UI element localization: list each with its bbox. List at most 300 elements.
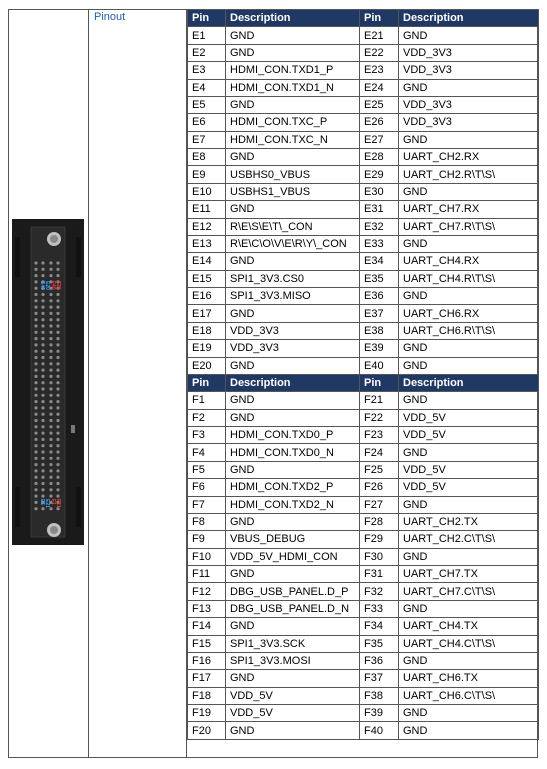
pin-cell: E20 (188, 357, 226, 374)
description-cell: GND (226, 566, 360, 583)
connector-pin-dot (41, 381, 44, 384)
connector-pin-dot (49, 337, 52, 340)
pin-cell: E29 (360, 166, 399, 183)
pin-cell: E3 (188, 62, 226, 79)
table-row (188, 322, 539, 339)
connector-pin-dot (41, 274, 44, 277)
pin-cell: E32 (360, 218, 399, 235)
description-cell: DBG_USB_PANEL.D_P (226, 583, 360, 600)
connector-pin-dot (34, 306, 37, 309)
connector-mark-e21: E21 (44, 499, 50, 508)
connector-pin-dot (34, 261, 37, 264)
connector-pin-dot (41, 293, 44, 296)
connector-pin-dot (41, 406, 44, 409)
description-cell: VBUS_DEBUG (226, 531, 360, 548)
description-cell: GND (399, 392, 539, 409)
description-cell: GND (399, 340, 539, 357)
pin-cell: E26 (360, 114, 399, 131)
connector-pin-dot (56, 394, 59, 397)
connector-pin-dot (49, 375, 52, 378)
connector-pin-dot (34, 356, 37, 359)
connector-pin-dot (56, 299, 59, 302)
pin-cell: E33 (360, 235, 399, 252)
connector-image-cell (8, 9, 89, 758)
pin-cell: F31 (360, 566, 399, 583)
connector-pin-dot (41, 400, 44, 403)
pin-cell: E9 (188, 166, 226, 183)
connector-pin-dot (41, 444, 44, 447)
connector-pin-dot (41, 318, 44, 321)
connector-pin-dot (49, 432, 52, 435)
connector-pin-dot (49, 444, 52, 447)
table-row (188, 496, 539, 513)
connector-pin-dot (34, 406, 37, 409)
pin-cell: F17 (188, 670, 226, 687)
pin-cell: F8 (188, 513, 226, 530)
description-cell: UART_CH6.RX (399, 305, 539, 322)
description-cell: VDD_5V (399, 409, 539, 426)
table-row (188, 218, 539, 235)
connector-pin-dot (41, 268, 44, 271)
description-cell: UART_CH4.R\T\S\ (399, 270, 539, 287)
connector-pin-dot (34, 438, 37, 441)
description-cell: VDD_5V (399, 479, 539, 496)
pin-header-cell: Pin (360, 374, 399, 391)
table-row (188, 705, 539, 722)
pin-cell: F37 (360, 670, 399, 687)
pinout-table-body (188, 10, 539, 740)
connector-pin-dot (56, 356, 59, 359)
pin-cell: F16 (188, 652, 226, 669)
description-cell: UART_CH2.TX (399, 513, 539, 530)
pin-cell: E15 (188, 270, 226, 287)
table-row (188, 27, 539, 44)
connector-pin-dot (49, 362, 52, 365)
connector-pin-dot (41, 337, 44, 340)
description-cell: VDD_5V (226, 687, 360, 704)
description-header-cell: Description (226, 374, 360, 391)
table-row (188, 235, 539, 252)
table-row (188, 270, 539, 287)
table-row (188, 600, 539, 617)
connector-pin-dot (34, 280, 37, 283)
pin-cell: E31 (360, 201, 399, 218)
description-cell: UART_CH7.TX (399, 566, 539, 583)
pin-cell: F11 (188, 566, 226, 583)
table-row (188, 44, 539, 61)
description-header-cell: Description (399, 374, 539, 391)
connector-pin-dot (56, 419, 59, 422)
connector-pin-dot (41, 476, 44, 479)
table-row (188, 722, 539, 739)
connector-pin-dot (34, 350, 37, 353)
pin-header-cell: Pin (188, 374, 226, 391)
connector-pin-dot (41, 457, 44, 460)
connector-mark-f40: F40 (50, 281, 56, 290)
table-row (188, 427, 539, 444)
connector-pin-dot (49, 495, 52, 498)
connector-pin-dot (49, 350, 52, 353)
pin-cell: E30 (360, 183, 399, 200)
description-cell: GND (226, 305, 360, 322)
connector-pin-dot (49, 381, 52, 384)
pin-cell: E39 (360, 340, 399, 357)
connector-pin-dot (34, 375, 37, 378)
connector-mark-e20: E20 (44, 281, 50, 290)
pin-cell: E38 (360, 322, 399, 339)
connector-pin-dot (49, 413, 52, 416)
connector-pin-dot (34, 394, 37, 397)
connector-pin-dot (56, 444, 59, 447)
connector-pin-dot (56, 337, 59, 340)
connector-pin-dot (41, 463, 44, 466)
connector-pin-dot (41, 438, 44, 441)
pin-cell: E13 (188, 235, 226, 252)
connector-pin-dot (34, 432, 37, 435)
table-row (188, 531, 539, 548)
pinout-table (187, 9, 539, 740)
connector-pin-dot (34, 488, 37, 491)
description-cell: UART_CH7.R\T\S\ (399, 218, 539, 235)
connector-pin-dot (49, 463, 52, 466)
pin-cell: F22 (360, 409, 399, 426)
description-cell: GND (226, 409, 360, 426)
pin-cell: F26 (360, 479, 399, 496)
table-row (188, 479, 539, 496)
connector-pin-dot (56, 293, 59, 296)
connector-pin-dot (34, 287, 37, 290)
connector-pin-dot (41, 261, 44, 264)
pin-cell: E24 (360, 79, 399, 96)
connector-pin-dot (56, 413, 59, 416)
connector-pin-dot (49, 261, 52, 264)
connector-pin-dot (56, 381, 59, 384)
connector-pin-dot (34, 293, 37, 296)
description-cell: HDMI_CON.TXD0_P (226, 427, 360, 444)
description-cell: UART_CH2.R\T\S\ (399, 166, 539, 183)
description-cell: VDD_3V3 (399, 62, 539, 79)
connector-pin-dot (41, 450, 44, 453)
connector-pin-dot (56, 438, 59, 441)
pin-cell: E7 (188, 131, 226, 148)
connector-pin-dot (56, 495, 59, 498)
connector-pin-dot (56, 312, 59, 315)
pin-cell: F14 (188, 618, 226, 635)
pin-cell: E10 (188, 183, 226, 200)
connector-pin-dot (41, 419, 44, 422)
description-cell: USBHS0_VBUS (226, 166, 360, 183)
description-cell: GND (226, 27, 360, 44)
connector-pin-dot (49, 293, 52, 296)
table-row (188, 566, 539, 583)
table-row (188, 687, 539, 704)
description-cell: GND (226, 201, 360, 218)
connector-pin-dot (34, 268, 37, 271)
pin-cell: F21 (360, 392, 399, 409)
connector-pin-dot (34, 469, 37, 472)
pin-cell: E14 (188, 253, 226, 270)
table-row (188, 149, 539, 166)
table-row (188, 392, 539, 409)
table-row (188, 513, 539, 530)
connector-pin-dot (41, 324, 44, 327)
connector-mark-e1: E1 (39, 499, 45, 506)
connector-pin-dot (49, 469, 52, 472)
pin-cell: F7 (188, 496, 226, 513)
description-header-cell: Description (399, 10, 539, 27)
description-cell: GND (399, 548, 539, 565)
connector-pin-dot (41, 413, 44, 416)
pin-cell: F19 (188, 705, 226, 722)
description-cell: UART_CH2.C\T\S\ (399, 531, 539, 548)
connector-pin-dot (34, 312, 37, 315)
connector-pin-dot (56, 268, 59, 271)
connector-pin-dot (41, 362, 44, 365)
pin-cell: F33 (360, 600, 399, 617)
table-row (188, 444, 539, 461)
connector-pin-dot (34, 457, 37, 460)
connector-pin-dot (34, 495, 37, 498)
connector-pin-dot (56, 387, 59, 390)
description-cell: GND (226, 44, 360, 61)
description-cell: UART_CH4.TX (399, 618, 539, 635)
pin-cell: E6 (188, 114, 226, 131)
connector-pin-dot (34, 362, 37, 365)
connector-pin-dot (34, 381, 37, 384)
description-cell: GND (226, 253, 360, 270)
description-cell: GND (399, 27, 539, 44)
connector-pin-dot (49, 488, 52, 491)
connector-pin-dot (56, 457, 59, 460)
connector-pin-dot (56, 482, 59, 485)
connector-pin-dot (56, 331, 59, 334)
connector-pin-dot (34, 501, 37, 504)
connector-pin-dot (56, 274, 59, 277)
description-cell: GND (399, 235, 539, 252)
pin-cell: F27 (360, 496, 399, 513)
connector-pin-dot (56, 450, 59, 453)
connector-pin-dot (49, 343, 52, 346)
connector-pin-dot (41, 369, 44, 372)
description-cell: GND (226, 618, 360, 635)
pin-header-cell: Pin (188, 10, 226, 27)
description-cell: VDD_5V (399, 461, 539, 478)
pin-cell: F12 (188, 583, 226, 600)
pin-cell: E35 (360, 270, 399, 287)
connector-pin-dot (34, 331, 37, 334)
connector-mark-f1: F1 (50, 499, 56, 505)
connector-pin-dot (34, 318, 37, 321)
description-cell: VDD_3V3 (399, 44, 539, 61)
pin-cell: E27 (360, 131, 399, 148)
table-row (188, 131, 539, 148)
connector-pin-dot (56, 406, 59, 409)
description-cell: GND (226, 96, 360, 113)
connector-pin-dot (49, 324, 52, 327)
connector-pin-dot (56, 343, 59, 346)
connector-mark-f21: F21 (55, 499, 61, 508)
connector-pin-dot (56, 362, 59, 365)
connector-pin-dot (34, 463, 37, 466)
connector-pin-dot (49, 369, 52, 372)
pin-cell: F25 (360, 461, 399, 478)
connector-pin-dot (34, 425, 37, 428)
connector-pin-dot (56, 369, 59, 372)
pin-cell: E4 (188, 79, 226, 96)
pin-cell: F10 (188, 548, 226, 565)
connector-pin-dot (41, 306, 44, 309)
description-cell: VDD_5V (226, 705, 360, 722)
connector-pin-dot (41, 343, 44, 346)
pin-cell: E5 (188, 96, 226, 113)
connector-pin-dot (34, 369, 37, 372)
pin-cell: E36 (360, 288, 399, 305)
table-row (188, 166, 539, 183)
description-cell: UART_CH6.R\T\S\ (399, 322, 539, 339)
pin-cell: F38 (360, 687, 399, 704)
description-cell: HDMI_CON.TXC_P (226, 114, 360, 131)
pin-cell: E28 (360, 149, 399, 166)
description-cell: UART_CH4.RX (399, 253, 539, 270)
description-cell: SPI1_3V3.MISO (226, 288, 360, 305)
connector-pin-dot (49, 419, 52, 422)
pin-header-cell: Pin (360, 10, 399, 27)
connector-pin-dot (49, 299, 52, 302)
pin-cell: F34 (360, 618, 399, 635)
connector-pin-dot (41, 312, 44, 315)
description-cell: GND (226, 357, 360, 374)
description-cell: HDMI_CON.TXC_N (226, 131, 360, 148)
connector-pin-dot (49, 425, 52, 428)
description-cell: GND (399, 705, 539, 722)
description-cell: GND (399, 444, 539, 461)
connector-mark-f20: F20 (55, 281, 61, 290)
table-header-row (188, 10, 539, 27)
connector-pin-dot (34, 444, 37, 447)
description-cell: GND (399, 357, 539, 374)
description-header-cell: Description (226, 10, 360, 27)
connector-pin-dot (34, 343, 37, 346)
pin-cell: F29 (360, 531, 399, 548)
connector-pin-dot (41, 425, 44, 428)
pin-cell: E34 (360, 253, 399, 270)
pin-cell: F18 (188, 687, 226, 704)
pin-cell: E17 (188, 305, 226, 322)
table-row (188, 461, 539, 478)
connector-pin-dot (56, 261, 59, 264)
table-row (188, 583, 539, 600)
pin-cell: E2 (188, 44, 226, 61)
connector-pin-dot (41, 495, 44, 498)
table-row (188, 183, 539, 200)
pin-cell: F39 (360, 705, 399, 722)
pin-cell: F2 (188, 409, 226, 426)
table-row (188, 340, 539, 357)
connector-pin-dot (56, 425, 59, 428)
description-cell: GND (399, 652, 539, 669)
connector-photo-icon (12, 219, 84, 545)
description-cell: VDD_3V3 (226, 340, 360, 357)
description-cell: GND (226, 392, 360, 409)
pin-cell: F28 (360, 513, 399, 530)
pin-cell: E21 (360, 27, 399, 44)
pin-cell: F24 (360, 444, 399, 461)
connector-pin-dot (41, 432, 44, 435)
description-cell: R\E\S\E\T\_CON (226, 218, 360, 235)
connector-pin-dot (49, 274, 52, 277)
description-cell: HDMI_CON.TXD1_P (226, 62, 360, 79)
connector-pin-dot (56, 375, 59, 378)
pin-cell: F9 (188, 531, 226, 548)
connector-mark-e40: E40 (39, 281, 45, 290)
connector-pin-dot (49, 457, 52, 460)
connector-pin-dot (41, 375, 44, 378)
table-row (188, 201, 539, 218)
pin-cell: E8 (188, 149, 226, 166)
connector-pin-dot (56, 350, 59, 353)
pinout-label-cell (89, 9, 187, 758)
connector-pin-dot (49, 356, 52, 359)
connector-pin-dot (49, 450, 52, 453)
description-cell: HDMI_CON.TXD2_N (226, 496, 360, 513)
connector-pin-dot (49, 400, 52, 403)
description-cell: UART_CH2.RX (399, 149, 539, 166)
pin-cell: F1 (188, 392, 226, 409)
connector-pin-dot (34, 387, 37, 390)
description-cell: GND (226, 722, 360, 739)
description-cell: USBHS1_VBUS (226, 183, 360, 200)
connector-pin-dot (49, 318, 52, 321)
table-row (188, 618, 539, 635)
pin-cell: F6 (188, 479, 226, 496)
pin-cell: F40 (360, 722, 399, 739)
connector-pin-dot (34, 274, 37, 277)
description-cell: GND (399, 79, 539, 96)
connector-pin-dot (41, 299, 44, 302)
table-header-row (188, 374, 539, 391)
description-cell: GND (226, 670, 360, 687)
connector-pin-dot (34, 476, 37, 479)
connector-pin-dot (41, 387, 44, 390)
pin-cell: F35 (360, 635, 399, 652)
connector-pin-dot (41, 356, 44, 359)
pin-cell: F20 (188, 722, 226, 739)
connector-pin-dot (49, 394, 52, 397)
connector-pin-dot (34, 482, 37, 485)
table-row (188, 253, 539, 270)
table-row (188, 670, 539, 687)
connector-pin-dot (56, 488, 59, 491)
connector-pin-dot (41, 469, 44, 472)
description-cell: UART_CH6.TX (399, 670, 539, 687)
description-cell: SPI1_3V3.SCK (226, 635, 360, 652)
description-cell: VDD_5V (399, 427, 539, 444)
description-cell: HDMI_CON.TXD2_P (226, 479, 360, 496)
connector-pin-dot (49, 387, 52, 390)
connector-pin-dot (49, 406, 52, 409)
description-cell: VDD_3V3 (399, 96, 539, 113)
description-cell: VDD_3V3 (399, 114, 539, 131)
connector-pin-dot (41, 482, 44, 485)
pin-cell: F15 (188, 635, 226, 652)
description-cell: GND (399, 600, 539, 617)
table-row (188, 79, 539, 96)
description-cell: HDMI_CON.TXD0_N (226, 444, 360, 461)
connector-pin-dot (49, 476, 52, 479)
description-cell: GND (399, 722, 539, 739)
connector-pin-dot (56, 318, 59, 321)
description-cell: SPI1_3V3.MOSI (226, 652, 360, 669)
